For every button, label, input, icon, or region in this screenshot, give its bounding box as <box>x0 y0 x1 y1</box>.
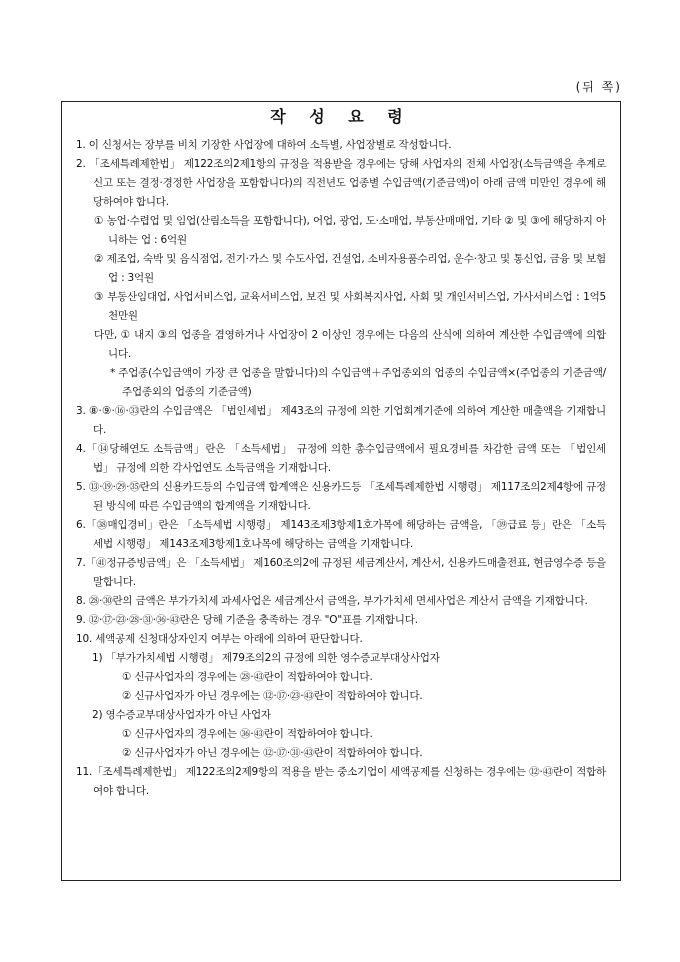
instruction-item-10-sub-1-b: ② 신규사업자가 아닌 경우에는 ⑫·⑰·㉓·㊸란이 적합하여야 합니다. <box>122 690 423 702</box>
instruction-item-10-sub-1: 1) 「부가가치세법 시행령」 제79조의2의 규정에 의한 영수증교부대상사업자 <box>92 652 440 664</box>
instruction-item-2-proviso: 다만, ① 내지 ③의 업종을 겸영하거나 사업장이 2 이상인 경우에는 다음의 산식에 의하여 계산한 수입금액에 의합니다. <box>94 329 606 360</box>
instruction-item-2: 2. 「조세특례제한법」 제122조의2제1항의 규정을 적용받을 경우에는 당해 사업자의 전체 사업장(소득금액을 추계로 신고 또는 결정·경정한 사업장을 포함합니다)의 직전년도 업종별 수입금액(기준금액)이 아래 금액 미만인 경우에 해당하여야 합니다. <box>76 158 606 208</box>
instruction-item-11: 11.「조세특례제한법」 제122조의2제9항의 적용을 받는 중소기업이 세액공제를 신청하는 경우에는 ⑫·㊸란이 적합하여야 합니다. <box>76 766 606 797</box>
instruction-item-10: 10. 세액공제 신청대상자인지 여부는 아래에 의하여 판단합니다. <box>76 633 363 645</box>
instruction-item-4: 4.「⑭당해연도 소득금액」란은 「소득세법」 규정에 의한 총수입금액에서 필요경비를 차감한 금액 또는 「법인세법」 규정에 의한 각사업연도 소득금액을 기재합니다. <box>76 443 606 474</box>
section-title: 작 성 요 령 <box>270 107 412 126</box>
instruction-item-7: 7.「㊶정규증빙금액」은 「소득세법」 제160조의2에 규정된 세금계산서, 계산서, 신용카드매출전표, 현금영수증 등을 말합니다. <box>76 557 606 588</box>
instruction-item-10-sub-1-a: ① 신규사업자의 경우에는 ㉘·㊸란이 적합하여야 합니다. <box>122 671 373 683</box>
instruction-item-10-sub-2-a: ① 신규사업자의 경우에는 ㊱·㊸란이 적합하여야 합니다. <box>122 728 373 740</box>
instruction-item-9: 9. ⑫·⑰·㉓·㉘·㉛·㊱·㊸란은 당해 기준을 충족하는 경우 "O"표를 기재합니다. <box>76 614 418 626</box>
instruction-item-2-formula: * 주업종(수입금액이 가장 큰 업종을 말합니다)의 수입금액＋주업종외의 업종의 수입금액×(주업종의 기준금액/주업종외의 업종의 기준금액) <box>110 367 606 398</box>
instruction-item-1: 1. 이 신청서는 장부를 비치 기장한 사업장에 대하여 소득별, 사업장별로 작성합니다. <box>76 139 452 151</box>
page-side-label: (뒤 쪽) <box>575 80 622 94</box>
instructions-box <box>61 101 621 881</box>
instruction-item-10-sub-2: 2) 영수증교부대상사업자가 아닌 사업자 <box>92 709 271 721</box>
instruction-item-2-sub-3: ③ 부동산임대업, 사업서비스업, 교육서비스업, 보건 및 사회복지사업, 사회 및 개인서비스업, 가사서비스업 : 1억5천만원 <box>94 291 606 322</box>
instruction-item-3: 3. ⑧·⑨·⑯·㉝란의 수입금액은 「법인세법」 제43조의 규정에 의한 기업회계기준에 의하여 계산한 매출액을 기재합니다. <box>76 405 606 436</box>
instruction-item-6: 6.「㊳매입경비」란은 「소득세법 시행령」 제143조제3항제1호가목에 해당하는 금액을, 「㊴급료 등」란은 「소득세법 시행령」 제143조제3항제1호나목에 해당하는 금액을 기재합니다. <box>76 519 606 550</box>
instruction-item-2-sub-2: ② 제조업, 숙박 및 음식점업, 전기·가스 및 수도사업, 건설업, 소비자용품수리업, 운수·창고 및 통신업, 금융 및 보험업 : 3억원 <box>94 253 606 284</box>
instruction-item-8: 8. ㉘·㉚란의 금액은 부가가치세 과세사업은 세금계산서 금액을, 부가가치세 면세사업은 계산서 금액을 기재합니다. <box>76 595 588 607</box>
instruction-item-2-sub-1: ① 농업·수렵업 및 임업(산림소득을 포함합니다), 어업, 광업, 도·소매업, 부동산매매업, 기타 ② 및 ③에 해당하지 아니하는 업 : 6억원 <box>94 215 606 246</box>
instruction-item-5: 5. ⑬·⑲·㉙·㉟란의 신용카드등의 수입금액 합계액은 신용카드등 「조세특례제한법 시행령」 제117조의2제4항에 규정된 방식에 따른 수입금액의 합계액을 기재합니다. <box>76 481 606 512</box>
instruction-item-10-sub-2-b: ② 신규사업자가 아닌 경우에는 ⑫·⑰·㉛·㊸란이 적합하여야 합니다. <box>122 747 423 759</box>
